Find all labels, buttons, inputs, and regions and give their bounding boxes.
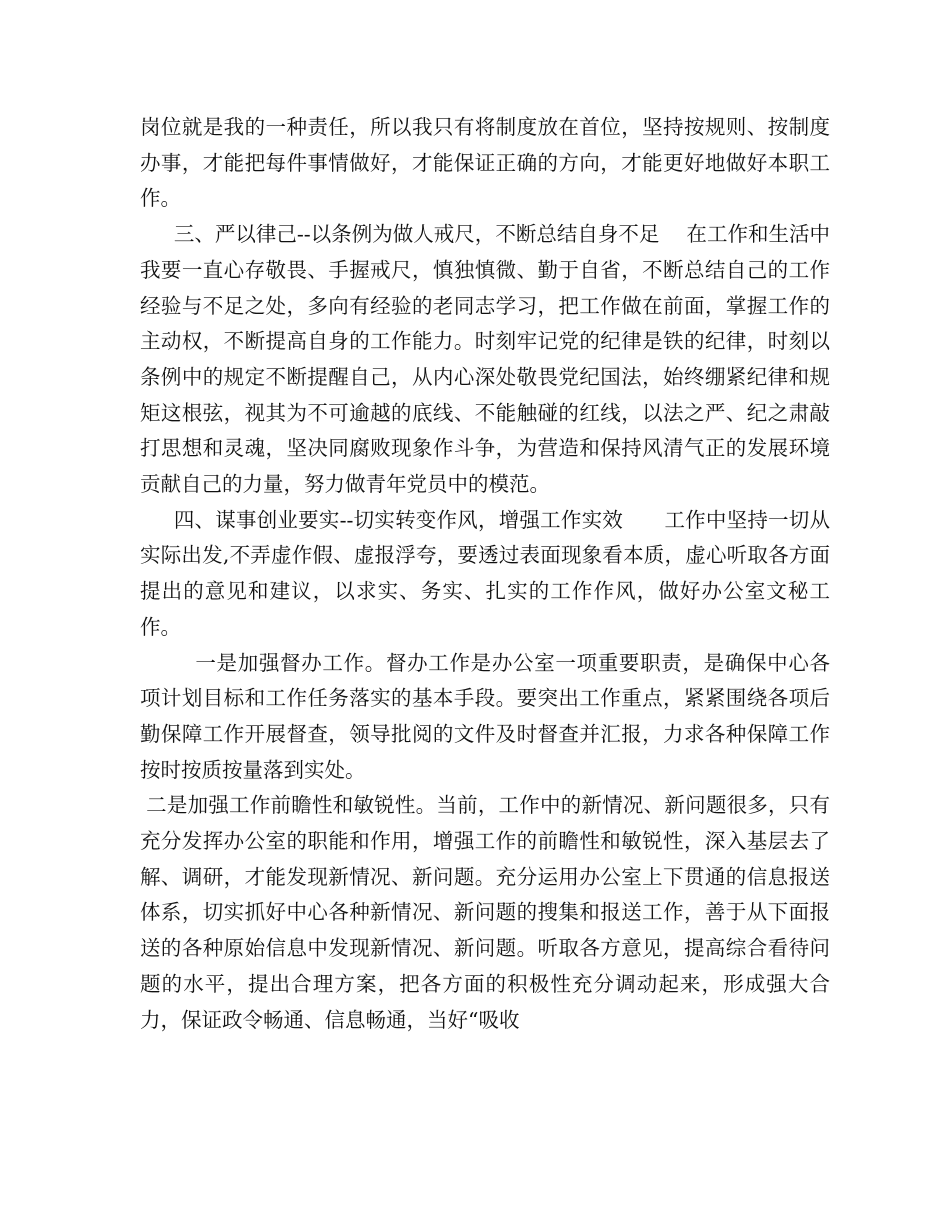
paragraph-point-two: 二是加强工作前瞻性和敏锐性。当前，工作中的新情况、新问题很多，只有充分发挥办公室的职能和作用，增强工作的前瞻性和敏锐性，深入基层去了解、调研，才能发现新情况、新问题。充分运用办公室上下贯通的信息报送体系，切实抓好中心各种新情况、新问题的搜集和报送工作，善于从下面报送的各种原始信息中发现新情况、新问题。听取各方意见，提高综合看待问题的水平，提出合理方案，把各方面的积极性充分调动起来，形成强大合力，保证政令畅通、信息畅通，当好“吸收 [140,793,830,1032]
paragraph-point-one: 一是加强督办工作。督办工作是办公室一项重要职责，是确保中心各项计划目标和工作任务落实的基本手段。要突出工作重点，紧紧围绕各项后勤保障工作开展督查，领导批阅的文件及时督查并汇报，力求各种保障工作按时按质按量落到实处。 [140,650,830,782]
paragraph-section-four: 四、谋事创业要实--切实转变作风，增强工作实效 工作中坚持一切从实际出发,不弄虚作假、虚报浮夸，要透过表面现象看本质，虚心听取各方面提出的意见和建议，以求实、务实、扎实的工作作风，做好办公室文秘工作。 [140,507,830,639]
document-body [140,110,830,1038]
paragraph-section-three: 三、严以律己--以条例为做人戒尺，不断总结自身不足 在工作和生活中我要一直心存敬畏、手握戒尺，慎独慎微、勤于自省，不断总结自己的工作经验与不足之处，多向有经验的老同志学习，把工作做在前面，掌握工作的主动权，不断提高自身的工作能力。时刻牢记党的纪律是铁的纪律，时刻以条例中的规定不断提醒自己，从内心深处敬畏党纪国法，始终绷紧纪律和规矩这根弦，视其为不可逾越的底线、不能触碰的红线，以法之严、纪之肃敲打思想和灵魂，坚决同腐败现象作斗争，为营造和保持风清气正的发展环境贡献自己的力量，努力做青年党员中的模范。 [140,222,830,497]
paragraph-continuation: 岗位就是我的一种责任，所以我只有将制度放在首位，坚持按规则、按制度办事，才能把每件事情做好，才能保证正确的方向，才能更好地做好本职工作。 [140,115,830,211]
